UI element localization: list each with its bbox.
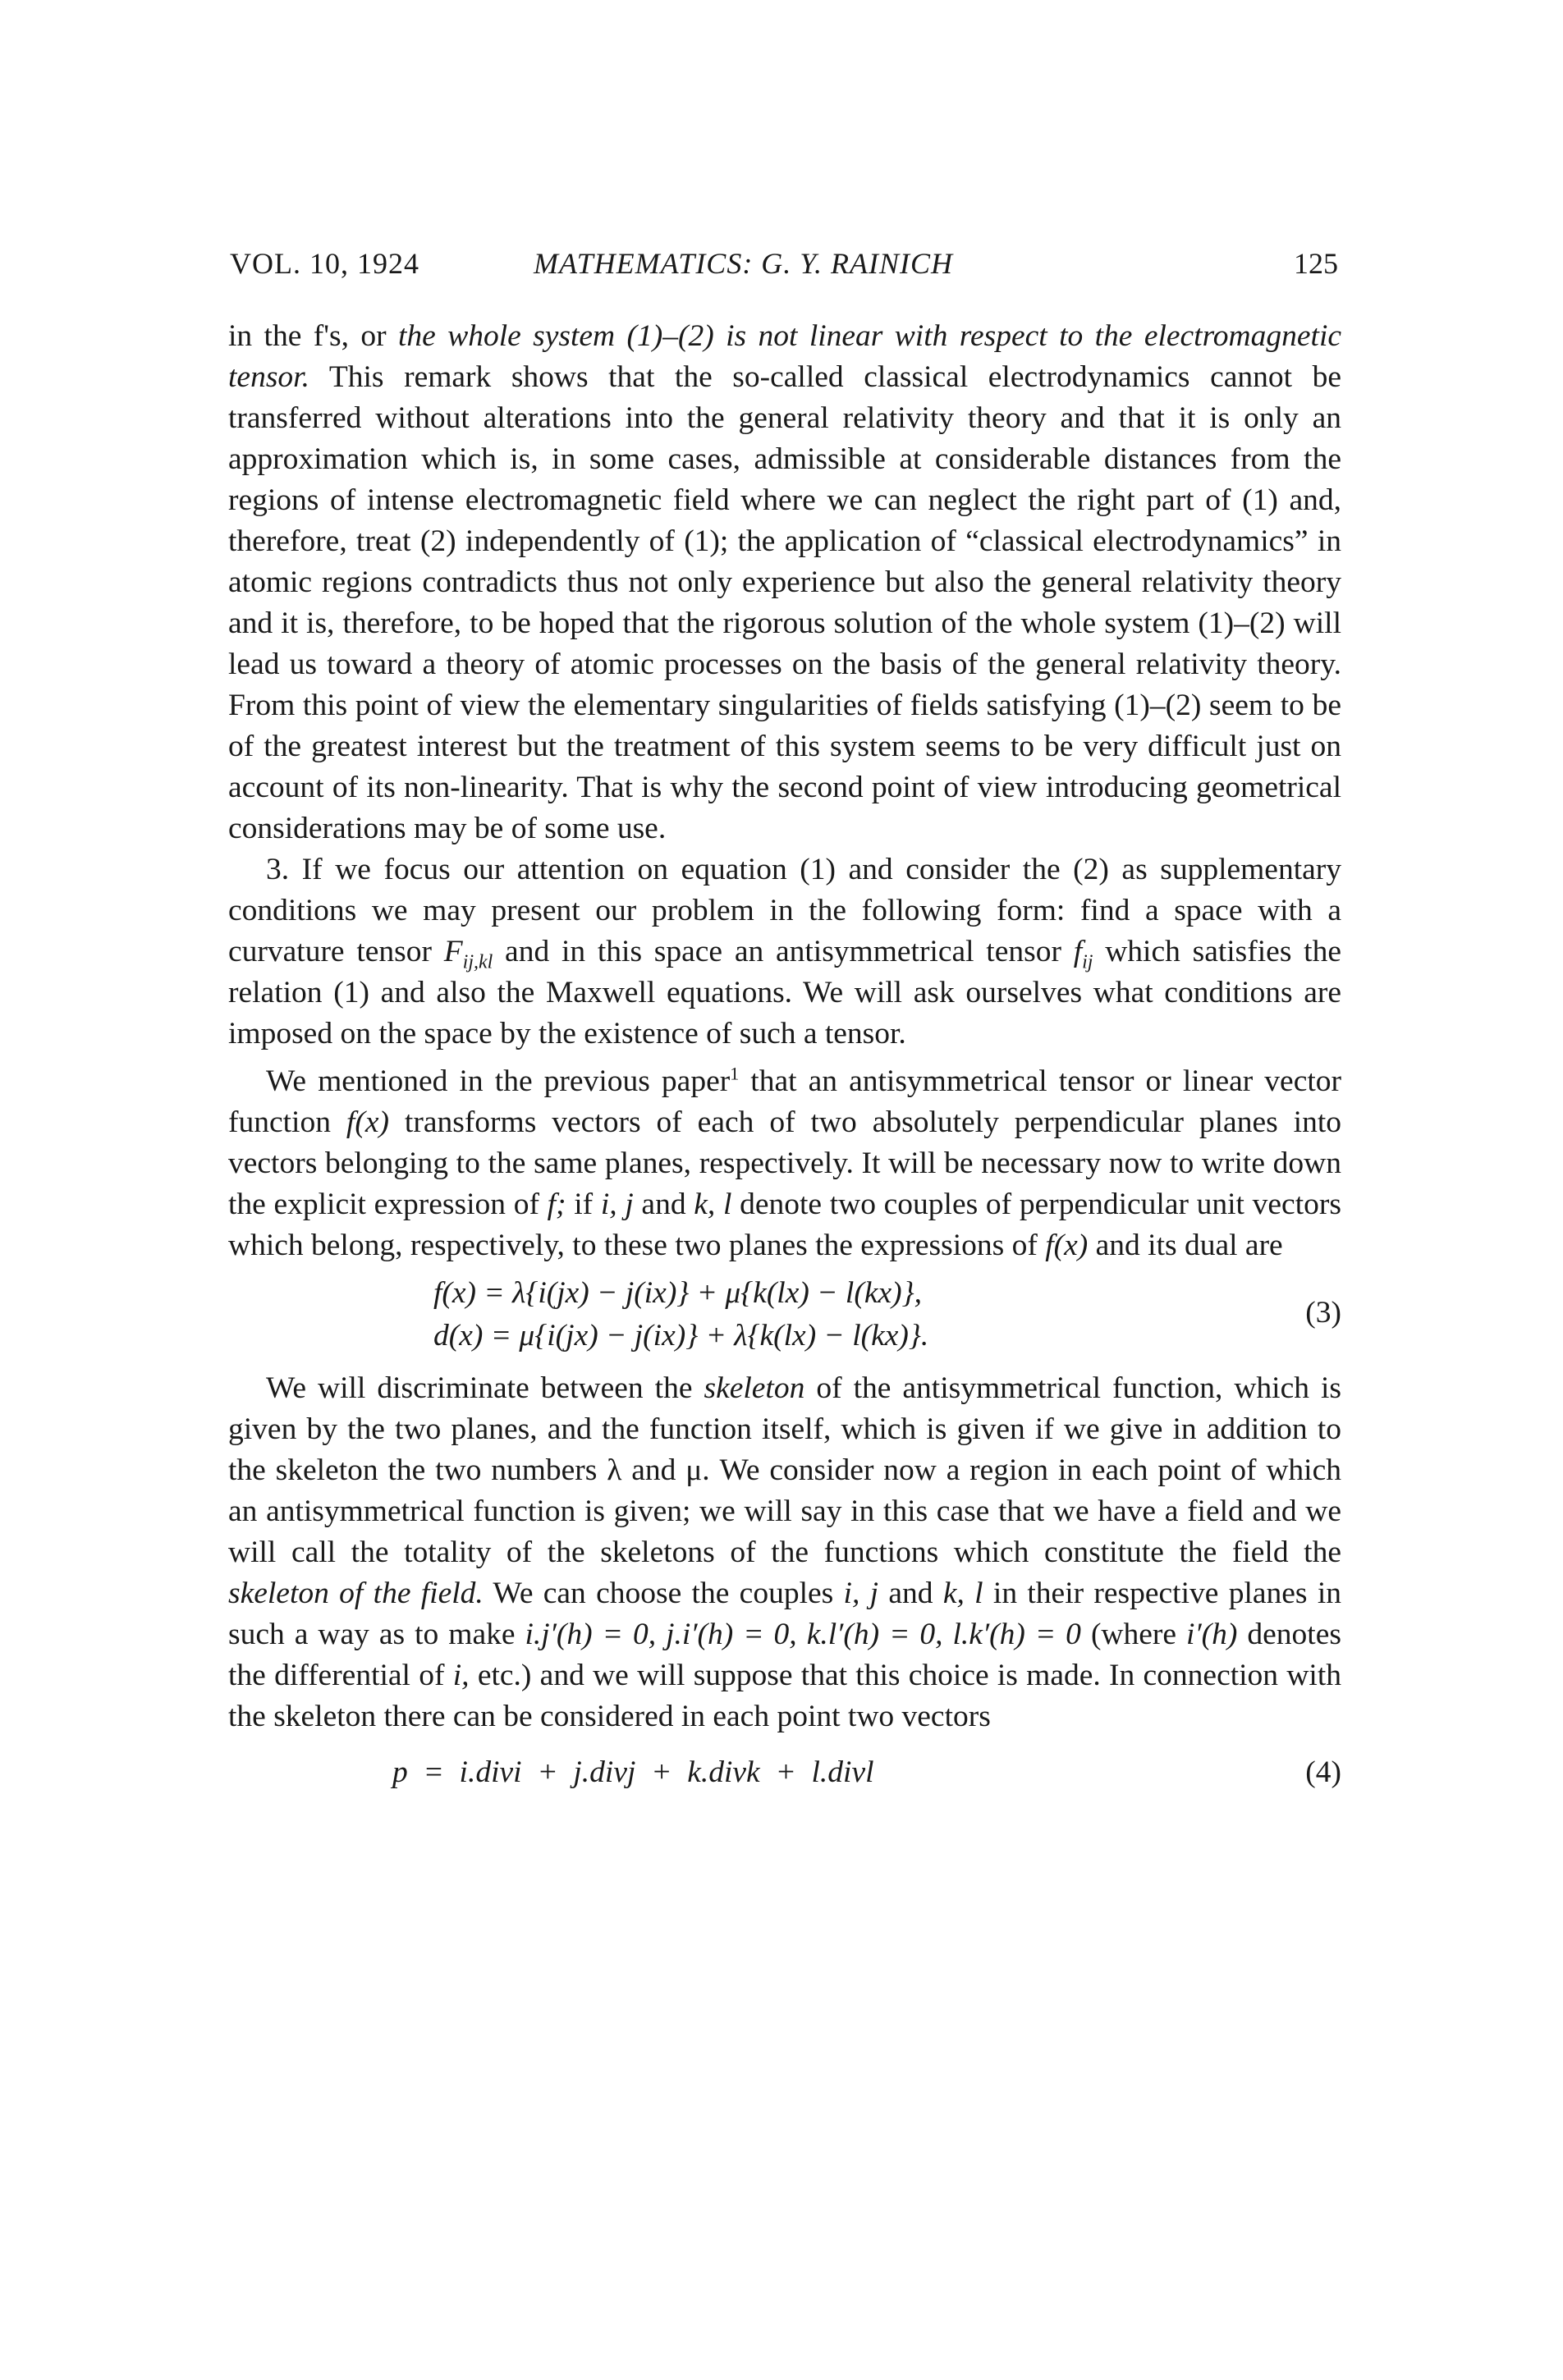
para1-text: This remark shows that the so-called classical electrodynamics cannot be transferred without alterations into the general relativity theory and that it is only an approximation which is, in some cases, admissible at considerable distances from the regions of intense electromagnetic field where we can neglect the right part of (1) and, therefore, treat (2) independently of (1); the application of “classical electrodynamics” in atomic regions contradicts thus not only experience but also the general relativity theory and it is, therefore, to be hoped that the rigorous solution of the whole system (1)–(2) will lead us toward a theory of atomic processes on the basis of the general relativity theory. From this point of view the elementary singularities of fields satisfying (1)–(2) seem to be of the greatest interest but the treatment of this system seems to be very difficult just on account of its non-linearity. That is why the second point of view introducing geometrical considerations may be of some use. xyxy=(228,360,1341,845)
running-header xyxy=(230,246,1338,286)
para4-text-b: of the antisymmetrical function, which is given by the two planes, and the function itself, which is given if we give in addition to the skeleton the two numbers λ and μ. We consider now a region in each point of which an antisymmetrical function is given; we will say in this case that we have a field and we will call the totality of the skeletons of the functions which constitute the field the xyxy=(228,1371,1341,1569)
para3-text-g: denote two couples of perpendicular unit vectors which belong, respectively, to these two planes the expressions of xyxy=(228,1188,1341,1262)
para2-text-b: and in this space an antisymmetrical tensor xyxy=(493,935,1074,968)
para4-text-c: We can choose the couples xyxy=(483,1577,844,1610)
paragraph-3 xyxy=(228,1061,1341,1266)
para4-text-e: in their respective planes in such a way as to make xyxy=(228,1577,1341,1651)
equation-3-number: (3) xyxy=(1305,1296,1341,1330)
paragraph-4 xyxy=(228,1368,1341,1737)
equation-4-line: p = i.divi + j.divj + k.divk + l.divl xyxy=(392,1755,874,1789)
math-f: f; xyxy=(547,1188,566,1221)
antisym-tensor-symbol: f xyxy=(1073,935,1083,968)
math-orthogonality-conditions: i.j′(h) = 0, j.i′(h) = 0, k.l′(h) = 0, l.k′(h) = 0 xyxy=(525,1618,1081,1651)
para4-text-f: (where xyxy=(1080,1618,1187,1651)
body-text xyxy=(228,316,1341,1801)
curvature-tensor-indices: ij,kl xyxy=(462,951,493,973)
term-skeleton: skeleton xyxy=(704,1371,805,1405)
para3-text-d: if xyxy=(566,1188,601,1221)
running-title: MATHEMATICS: G. Y. RAINICH xyxy=(534,247,953,280)
math-i-prime-h: i′(h) xyxy=(1186,1618,1238,1651)
math-fx: f(x) xyxy=(346,1105,389,1139)
curvature-tensor-symbol: F xyxy=(443,935,463,968)
para3-text-b: that an antisymmetrical tensor or linear vector function xyxy=(228,1064,1342,1139)
para3-text-e: and xyxy=(633,1188,694,1221)
math-ij: i, j xyxy=(600,1188,634,1221)
term-skeleton-of-field: skeleton of the field. xyxy=(228,1577,484,1610)
antisym-tensor-indices: ij xyxy=(1082,951,1093,973)
equation-4 xyxy=(228,1752,1341,1801)
para1-lead: in the f's, or xyxy=(228,319,398,353)
equation-3-line-2: d(x) = μ{i(jx) − j(ix)} + λ{k(lx) − l(kx)}. xyxy=(433,1319,929,1352)
page-number: 125 xyxy=(1294,247,1338,280)
para4-text-a: We will discriminate between the xyxy=(266,1371,704,1405)
volume-label: VOL. 10, 1924 xyxy=(230,247,419,280)
para2-text-a: 3. If we focus our attention on equation (1) and consider the (2) as supplementary conditions we may present our problem in the following form: find a space with a curvature tensor xyxy=(228,853,1341,968)
math-fx-2: f(x) xyxy=(1045,1229,1089,1262)
equation-3 xyxy=(228,1273,1341,1363)
math-kl-2: k, l xyxy=(942,1577,983,1610)
para4-text-g: denotes the differential of xyxy=(228,1618,1341,1692)
equation-3-line-1: f(x) = λ{i(jx) − j(ix)} + μ{k(lx) − l(kx)}, xyxy=(433,1276,922,1310)
footnote-marker: 1 xyxy=(730,1063,740,1084)
para3-text-c: transforms vectors of each of two absolutely perpendicular planes into vectors belonging to the same planes, respectively. It will be necessary now to write down the explicit expression of xyxy=(228,1105,1341,1221)
math-i: i, xyxy=(452,1659,470,1692)
para3-text-a: We mentioned in the previous paper xyxy=(266,1064,731,1098)
math-kl: k, l xyxy=(694,1188,732,1221)
paragraph-2 xyxy=(228,849,1341,1055)
para4-text-d: and xyxy=(878,1577,943,1610)
para2-text-c: which satisfies the relation (1) and also the Maxwell equations. We will ask ourselves what conditions are imposed on the space by the existence of such a tensor. xyxy=(228,935,1341,1050)
equation-4-number: (4) xyxy=(1305,1755,1341,1789)
para1-italic-clause: the whole system (1)–(2) is not linear with respect to the electromagnetic tensor. xyxy=(228,319,1342,394)
math-ij-2: i, j xyxy=(843,1577,879,1610)
paragraph-1 xyxy=(228,316,1341,849)
para4-text-h: etc.) and we will suppose that this choice is made. In connection with the skeleton there can be considered in each point two vectors xyxy=(228,1659,1341,1733)
para3-text-h: and its dual are xyxy=(1088,1229,1283,1262)
